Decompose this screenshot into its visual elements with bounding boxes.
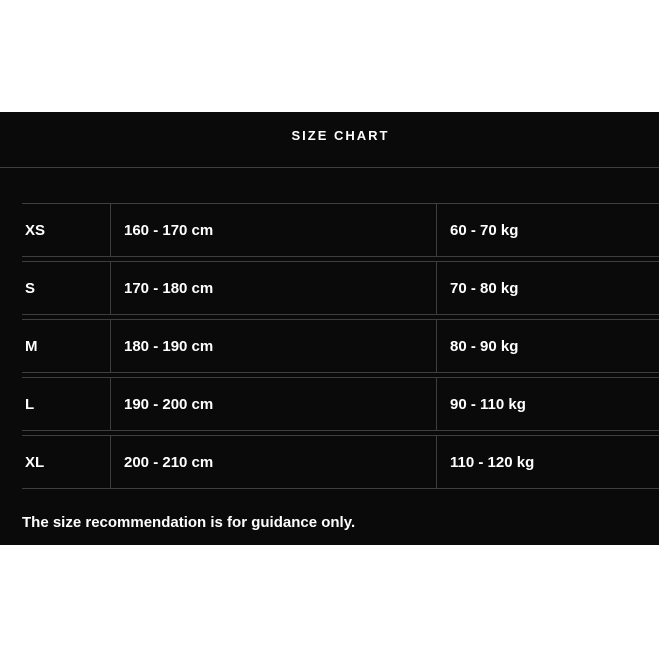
size-chart-title: SIZE CHART [291, 127, 390, 143]
weight-cell: 110 - 120 kg [437, 435, 659, 489]
size-chart-table-body [22, 203, 659, 489]
height-cell: 170 - 180 cm [111, 261, 437, 315]
weight-cell: 60 - 70 kg [437, 203, 659, 257]
size-chart-header [0, 112, 659, 168]
table-row [22, 203, 659, 257]
table-row [22, 261, 659, 315]
size-cell: M [22, 319, 111, 373]
weight-cell: 90 - 110 kg [437, 377, 659, 431]
size-cell: S [22, 261, 111, 315]
height-cell: 180 - 190 cm [111, 319, 437, 373]
table-row [22, 319, 659, 373]
size-cell: L [22, 377, 111, 431]
weight-cell: 70 - 80 kg [437, 261, 659, 315]
table-row [22, 435, 659, 489]
size-chart-content [22, 199, 659, 533]
table-row [22, 377, 659, 431]
height-cell: 160 - 170 cm [111, 203, 437, 257]
size-chart-panel [0, 112, 659, 545]
title-wrap [22, 127, 659, 145]
height-cell: 190 - 200 cm [111, 377, 437, 431]
size-cell: XS [22, 203, 111, 257]
height-cell: 200 - 210 cm [111, 435, 437, 489]
weight-cell: 80 - 90 kg [437, 319, 659, 373]
size-cell: XL [22, 435, 111, 489]
guidance-note: The size recommendation is for guidance only. [22, 514, 356, 531]
size-chart-table [22, 199, 659, 493]
